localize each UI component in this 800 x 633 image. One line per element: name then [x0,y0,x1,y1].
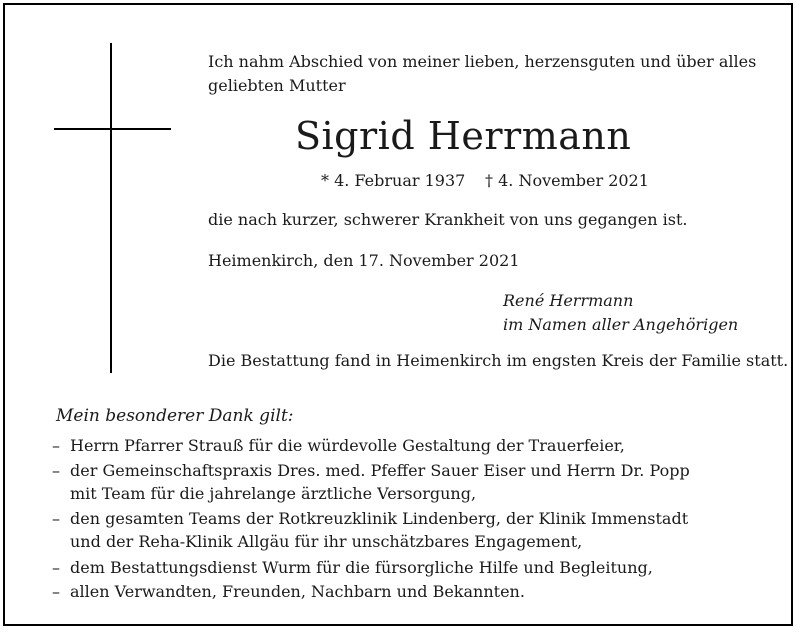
list-dash: – [52,558,60,577]
thanks-item [52,507,688,553]
list-dash: – [52,582,60,601]
thanks-item-text: den gesamten Teams der Rotkreuzklinik Lindenberg, der Klinik Immenstadt [70,509,689,528]
thanks-item-continuation: mit Team für die jahrelange ärztliche Versorgung, [70,484,477,503]
thanks-item [52,459,690,505]
cross-icon-horizontal [54,128,171,130]
obituary-notice [3,3,793,626]
intro-line-2: geliebten Mutter [208,76,346,95]
thanks-item-text: dem Bestattungsdienst Wurm für die fürsorgliche Hilfe und Begleitung, [70,558,653,577]
list-dash: – [52,509,60,528]
signature-relation: im Namen aller Angehörigen [503,315,739,334]
thanks-item [52,580,525,603]
thanks-item [52,434,625,457]
list-dash: – [52,461,60,480]
thanks-item-text: der Gemeinschaftspraxis Dres. med. Pfeffer Sauer Eiser und Herrn Dr. Popp [70,461,690,480]
funeral-note: Die Bestattung fand in Heimenkirch im engsten Kreis der Familie statt. [208,351,789,370]
list-dash: – [52,436,60,455]
thanks-item-text: allen Verwandten, Freunden, Nachbarn und Bekannten. [70,582,525,601]
thanks-item-text: Herrn Pfarrer Strauß für die würdevolle Gestaltung der Trauerfeier, [70,436,625,455]
deceased-name: Sigrid Herrmann [295,114,632,158]
thanks-item [52,556,653,579]
signature-name: René Herrmann [503,291,634,310]
passed-text: die nach kurzer, schwerer Krankheit von uns gegangen ist. [208,210,688,229]
thanks-item-continuation: und der Reha-Klinik Allgäu für ihr unschätzbares Engagement, [70,532,583,551]
thanks-heading: Mein besonderer Dank gilt: [56,406,294,426]
death-date: † 4. November 2021 [485,171,649,190]
place-date: Heimenkirch, den 17. November 2021 [208,251,520,270]
birth-date: * 4. Februar 1937 [321,171,466,190]
intro-line-1: Ich nahm Abschied von meiner lieben, herzensguten und über alles [208,52,757,71]
cross-icon-vertical [110,43,112,373]
